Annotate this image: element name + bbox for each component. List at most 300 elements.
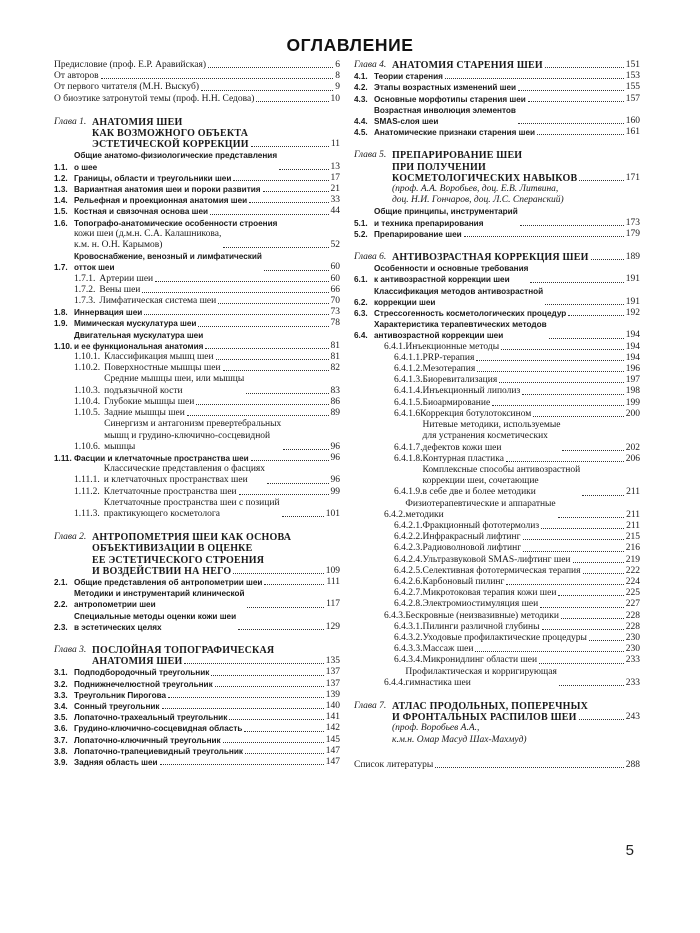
chapter-title: АНАТОМИЯ ШЕИ bbox=[92, 116, 183, 128]
leader-dots bbox=[522, 394, 624, 395]
toc-entry[interactable] bbox=[354, 342, 640, 353]
toc-entry[interactable] bbox=[54, 318, 340, 329]
toc-entry-page: 191 bbox=[625, 274, 640, 285]
leader-dots bbox=[223, 370, 329, 371]
leader-dots bbox=[208, 67, 333, 68]
toc-entry[interactable] bbox=[354, 633, 640, 644]
chapter-authors: (проф. Воробьев А.А., к.м.н. Омар Масуд Шах-Махмуд) bbox=[392, 723, 527, 745]
toc-entry-page: 8 bbox=[335, 71, 340, 82]
toc-entry[interactable] bbox=[54, 498, 340, 520]
toc-entry-page: 161 bbox=[625, 127, 640, 138]
toc-entry[interactable] bbox=[54, 723, 340, 734]
leader-dots bbox=[244, 731, 323, 732]
toc-entry[interactable] bbox=[54, 330, 340, 352]
leader-dots bbox=[239, 494, 329, 495]
toc-entry-page: 52 bbox=[330, 240, 340, 251]
chapter-title: АНАТОМИЯ СТАРЕНИЯ ШЕИ bbox=[392, 60, 543, 71]
toc-entry[interactable] bbox=[354, 588, 640, 599]
toc-entry[interactable] bbox=[54, 229, 340, 251]
leader-dots bbox=[492, 405, 624, 406]
toc-entry-title: Основные морфотипы старения шеи bbox=[374, 94, 526, 104]
toc-entry-title: Грудино-ключично-сосцевидная область bbox=[74, 724, 243, 734]
toc-entry-title: Микронидлинг области шеи bbox=[422, 655, 538, 666]
toc-entry-page: 10 bbox=[330, 93, 340, 104]
leader-dots bbox=[579, 719, 624, 720]
toc-entry[interactable] bbox=[54, 150, 340, 172]
chapter-label bbox=[54, 555, 92, 566]
toc-entry[interactable] bbox=[54, 611, 340, 633]
toc-entry-page: 198 bbox=[625, 386, 640, 397]
toc-entry-page: 194 bbox=[625, 330, 640, 341]
toc-entry-page: 219 bbox=[625, 554, 640, 565]
toc-entry[interactable] bbox=[354, 353, 640, 364]
toc-entry-number: 6.4.2.2. bbox=[394, 532, 423, 543]
toc-entry[interactable] bbox=[354, 465, 640, 499]
toc-entry[interactable] bbox=[354, 319, 640, 341]
toc-entry[interactable] bbox=[54, 71, 340, 82]
chapter-heading-line[interactable] bbox=[54, 543, 340, 554]
chapter-title: КАК ВОЗМОЖНОГО ОБЪЕКТА bbox=[92, 128, 249, 140]
leader-dots bbox=[187, 415, 329, 416]
chapter-heading-line[interactable] bbox=[354, 150, 640, 161]
toc-entry[interactable] bbox=[354, 543, 640, 554]
leader-dots bbox=[201, 90, 333, 91]
chapter-label bbox=[354, 162, 392, 173]
toc-entry[interactable] bbox=[354, 644, 640, 655]
toc-entry[interactable] bbox=[354, 499, 640, 521]
toc-entry-title: Клетчаточные пространства шеи bbox=[103, 486, 237, 497]
toc-entry-page: 145 bbox=[325, 734, 340, 745]
chapter-heading-line[interactable] bbox=[354, 173, 640, 184]
leader-dots bbox=[223, 742, 324, 743]
toc-entry[interactable] bbox=[54, 408, 340, 419]
toc-entry-number: 6.4.2.3. bbox=[394, 543, 423, 554]
toc-entry-number: 4.4. bbox=[354, 117, 368, 127]
toc-entry[interactable] bbox=[354, 398, 640, 409]
toc-entry[interactable] bbox=[54, 352, 340, 363]
chapter-ch3 bbox=[54, 645, 340, 768]
toc-entry-page: 211 bbox=[626, 509, 640, 520]
toc-entry-page: 233 bbox=[625, 677, 640, 688]
toc-entry-title: Средние мышцы шеи, или мышцы подъязычной кости bbox=[104, 374, 245, 396]
chapter-heading-line[interactable] bbox=[354, 701, 640, 712]
toc-entry-page: 197 bbox=[625, 375, 640, 386]
chapter-heading-line[interactable] bbox=[54, 645, 340, 656]
chapter-heading-line[interactable] bbox=[54, 566, 340, 577]
toc-entry-page: 86 bbox=[330, 396, 340, 407]
toc-entry[interactable] bbox=[54, 397, 340, 408]
chapter-heading-line[interactable] bbox=[54, 139, 340, 150]
toc-entry[interactable] bbox=[54, 218, 340, 229]
leader-dots bbox=[499, 382, 624, 383]
toc-entry[interactable] bbox=[54, 690, 340, 701]
toc-entry-page: 216 bbox=[625, 543, 640, 554]
leader-dots bbox=[251, 146, 329, 147]
toc-entry-number: 6.4.1.2. bbox=[394, 364, 423, 375]
toc-entry-title: Сонный треугольник bbox=[74, 701, 160, 711]
toc-entry-number: 4.5. bbox=[354, 128, 368, 138]
toc-entry[interactable] bbox=[54, 374, 340, 396]
toc-entry-number: 6.1. bbox=[354, 275, 368, 285]
toc-entry-page: 202 bbox=[625, 442, 640, 453]
chapter-label: Глава 7. bbox=[354, 700, 387, 711]
toc-entry-number: 2.3. bbox=[54, 622, 68, 632]
toc-entry[interactable] bbox=[54, 195, 340, 206]
toc-entry-page: 82 bbox=[330, 363, 340, 374]
chapter-title: ПРЕПАРИРОВАНИЕ ШЕИ bbox=[392, 150, 523, 162]
leader-dots bbox=[218, 303, 328, 304]
toc-entry[interactable] bbox=[354, 454, 640, 465]
toc-entry-page: 33 bbox=[330, 195, 340, 206]
leader-dots bbox=[533, 416, 623, 417]
toc-entry[interactable] bbox=[54, 94, 340, 105]
leader-dots bbox=[267, 483, 328, 484]
toc-entry[interactable] bbox=[354, 127, 640, 138]
leader-dots bbox=[558, 595, 623, 596]
toc-entry-title: Подподбородочный треугольник bbox=[74, 668, 210, 678]
leader-dots bbox=[198, 326, 328, 327]
toc-entry-number: 1.8. bbox=[54, 308, 68, 318]
toc-entry-number: 6.4.2.5. bbox=[394, 565, 423, 576]
chapter-heading-line[interactable] bbox=[354, 252, 640, 263]
chapter-title: КОСМЕТОЛОГИЧЕСКИХ НАВЫКОВ bbox=[392, 172, 578, 184]
toc-entry[interactable] bbox=[54, 296, 340, 307]
toc-entry[interactable] bbox=[54, 757, 340, 768]
toc-entry-title: Общие принципы, инструментарий и техника препарирования bbox=[374, 207, 518, 228]
toc-entry[interactable] bbox=[354, 409, 640, 420]
toc-entry[interactable] bbox=[54, 274, 340, 285]
leader-dots bbox=[205, 348, 328, 349]
toc-entry-page: 155 bbox=[625, 82, 640, 93]
chapter-title: ЕЕ ЭСТЕТИЧЕСКОГО СТРОЕНИЯ bbox=[92, 554, 265, 566]
leader-dots bbox=[523, 551, 624, 552]
toc-entry[interactable] bbox=[54, 206, 340, 217]
toc-entry[interactable] bbox=[354, 263, 640, 285]
toc-entry-number: 3.8. bbox=[54, 746, 68, 756]
toc-entry-title: Иннервация шеи bbox=[74, 308, 143, 318]
toc-entry[interactable] bbox=[354, 420, 640, 454]
chapter-page: 151 bbox=[625, 60, 640, 70]
toc-entry[interactable] bbox=[54, 251, 340, 273]
toc-entry[interactable] bbox=[54, 82, 340, 93]
page-number: 5 bbox=[625, 842, 634, 859]
toc-entry-page: 147 bbox=[325, 756, 340, 767]
toc-entry-page: 230 bbox=[625, 632, 640, 643]
toc-entry[interactable] bbox=[354, 364, 640, 375]
chapter-heading-line[interactable] bbox=[354, 162, 640, 173]
toc-entry[interactable] bbox=[54, 307, 340, 318]
toc-entry[interactable] bbox=[54, 746, 340, 757]
toc-entry-title: Биоревитализация bbox=[422, 375, 498, 386]
toc-entry-number: 1.10.5. bbox=[74, 408, 101, 419]
chapter-ch6 bbox=[354, 252, 640, 689]
chapter-label: Глава 6. bbox=[354, 252, 387, 263]
toc-entry-number: 1.3. bbox=[54, 185, 68, 195]
leader-dots bbox=[264, 270, 329, 271]
toc-entry-number: 6.4.3.1. bbox=[394, 621, 423, 632]
leader-dots bbox=[245, 753, 324, 754]
chapter-title: АНТРОПОМЕТРИЯ ШЕИ КАК ОСНОВА bbox=[92, 532, 292, 544]
toc-entry-page: 179 bbox=[625, 228, 640, 239]
chapter-title: И ФРОНТАЛЬНЫХ РАСПИЛОВ ШЕИ bbox=[392, 712, 577, 724]
toc-entry-number: 6.4.1.8. bbox=[394, 453, 423, 464]
leader-dots bbox=[528, 101, 624, 102]
toc-entry-number: 4.1. bbox=[354, 72, 368, 82]
toc-entry-title: Фракционный фототермолиз bbox=[422, 520, 540, 531]
toc-entry-title: Артерии шеи bbox=[99, 273, 154, 284]
toc-entry-title: Поднижнечелюстной треугольник bbox=[74, 679, 213, 689]
leader-dots bbox=[561, 618, 624, 619]
leader-dots bbox=[476, 360, 623, 361]
toc-entry[interactable] bbox=[54, 735, 340, 746]
toc-entry-number: 1.4. bbox=[54, 196, 68, 206]
toc-entry[interactable] bbox=[354, 375, 640, 386]
toc-entry-page: 137 bbox=[325, 678, 340, 689]
chapter-heading-line[interactable] bbox=[54, 128, 340, 139]
toc-entry[interactable] bbox=[354, 386, 640, 397]
toc-entry[interactable] bbox=[354, 599, 640, 610]
toc-left-column bbox=[54, 60, 340, 780]
chapter-ch2 bbox=[54, 532, 340, 633]
toc-entry-number: 5.2. bbox=[354, 229, 368, 239]
toc-entry-title: Синергизм и антагонизм превертебральных мышц и грудино-ключично-сосцевидной мышцы bbox=[104, 419, 282, 452]
toc-entry[interactable] bbox=[54, 487, 340, 498]
toc-entry-number: 6.4.3.3. bbox=[394, 644, 423, 655]
toc-entry[interactable] bbox=[354, 105, 640, 127]
toc-entry-number: 1.9. bbox=[54, 319, 68, 329]
chapter-title: АНТИВОЗРАСТНАЯ КОРРЕКЦИЯ ШЕИ bbox=[392, 252, 589, 264]
toc-entry-page: 200 bbox=[625, 408, 640, 419]
toc-entry-number: 6.4.3.4. bbox=[394, 655, 423, 666]
toc-entry-page: 73 bbox=[330, 307, 340, 318]
chapter-ch5 bbox=[354, 150, 640, 240]
toc-entry[interactable] bbox=[354, 555, 640, 566]
toc-entry-title: Карбоновый пилинг bbox=[422, 576, 505, 587]
toc-entry-number: 6.4.3.2. bbox=[394, 632, 423, 643]
toc-entry[interactable] bbox=[54, 60, 340, 71]
toc-entry[interactable] bbox=[54, 173, 340, 184]
leader-dots bbox=[162, 708, 324, 709]
toc-entry-number: 3.7. bbox=[54, 735, 68, 745]
chapter-title: ОБЪЕКТИВИЗАЦИИ В ОЦЕНКЕ bbox=[92, 543, 253, 555]
toc-entry-page: 288 bbox=[625, 759, 640, 770]
leader-dots bbox=[211, 675, 323, 676]
toc-entry-number: 6.4.1.7. bbox=[394, 442, 423, 453]
toc-entry-title: Специальные методы оценки кожи шеи в эстетических целях bbox=[74, 611, 237, 632]
toc-entry[interactable] bbox=[54, 712, 340, 723]
toc-entry[interactable] bbox=[54, 679, 340, 690]
toc-entry-number: 6.4.3. bbox=[384, 610, 406, 621]
toc-entry-title: Препарирование шеи bbox=[374, 229, 462, 239]
toc-entry-title: Уходовые профилактические процедуры bbox=[422, 632, 587, 643]
chapter-heading-line[interactable] bbox=[54, 656, 340, 667]
toc-entry-page: 44 bbox=[330, 206, 340, 217]
toc-entry-title: Классификация методов антивозрастной коррекции шеи bbox=[374, 286, 544, 307]
chapter-ch4 bbox=[354, 60, 640, 138]
leader-dots bbox=[251, 460, 329, 461]
toc-entry-number: 6.4.1.9. bbox=[394, 487, 423, 498]
toc-entry-number: 1.6. bbox=[54, 218, 68, 228]
toc-entry-number: 4.3. bbox=[354, 94, 368, 104]
toc-entry-page: 160 bbox=[625, 116, 640, 127]
toc-entry-title: Инъекционный липолиз bbox=[422, 386, 521, 397]
toc-entry-title: Двигательная мускулатура шеи и ее функциональная анатомия bbox=[74, 330, 204, 351]
toc-entry-title: Мезотерапия bbox=[422, 364, 476, 375]
toc-entry-number: 2.2. bbox=[54, 600, 68, 610]
toc-entry-page: 222 bbox=[625, 565, 640, 576]
toc-entry[interactable] bbox=[354, 566, 640, 577]
leader-dots bbox=[445, 78, 624, 79]
toc-entry-title: Задняя область шеи bbox=[74, 757, 158, 767]
toc-entry[interactable] bbox=[354, 667, 640, 689]
chapter-title: АТЛАС ПРОДОЛЬНЫХ, ПОПЕРЕЧНЫХ bbox=[392, 700, 589, 712]
toc-entry-page: 96 bbox=[330, 452, 340, 463]
toc-entry[interactable] bbox=[354, 229, 640, 240]
toc-entry-page: 83 bbox=[330, 385, 340, 396]
toc-entry-number: 3.3. bbox=[54, 690, 68, 700]
toc-entry-number: 1.7.3. bbox=[74, 296, 96, 307]
toc-entry[interactable] bbox=[354, 71, 640, 82]
leader-dots bbox=[247, 607, 325, 608]
leader-dots bbox=[475, 651, 623, 652]
leader-dots bbox=[283, 449, 328, 450]
toc-entry-number: 1.11.2. bbox=[74, 486, 100, 497]
toc-entry[interactable] bbox=[54, 701, 340, 712]
chapter-page: 109 bbox=[325, 565, 340, 576]
toc-entry[interactable] bbox=[354, 521, 640, 532]
toc-entry[interactable] bbox=[354, 206, 640, 228]
toc-entry[interactable] bbox=[54, 419, 340, 453]
toc-entry-page: 194 bbox=[625, 341, 640, 352]
toc-entry-page: 6 bbox=[335, 60, 340, 70]
toc-entry[interactable] bbox=[54, 464, 340, 486]
leader-dots bbox=[541, 528, 624, 529]
toc-entry[interactable] bbox=[354, 286, 640, 308]
leader-dots bbox=[223, 247, 328, 248]
toc-entry-title: Кровоснабжение, венозный и лимфатический отток шеи bbox=[74, 252, 262, 273]
toc-entry-page: 111 bbox=[326, 576, 340, 587]
toc-entry[interactable] bbox=[354, 94, 640, 105]
toc-entry-page: 137 bbox=[325, 667, 340, 678]
toc-entry-number: 3.4. bbox=[54, 701, 68, 711]
toc-entry-page: 140 bbox=[325, 700, 340, 711]
toc-entry[interactable] bbox=[354, 611, 640, 622]
leader-dots bbox=[196, 404, 328, 405]
toc-entry[interactable] bbox=[354, 82, 640, 93]
toc-entry-number: 3.2. bbox=[54, 679, 68, 689]
chapter-title: ЭСТЕТИЧЕСКОЙ КОРРЕКЦИИ bbox=[92, 139, 249, 151]
toc-entry-title: Вены шеи bbox=[99, 284, 141, 295]
toc-entry-title: Фасции и клетчаточные пространства шеи bbox=[74, 453, 249, 463]
toc-entry-number: 4.2. bbox=[354, 83, 368, 93]
preface-list bbox=[54, 60, 340, 105]
toc-entry[interactable] bbox=[54, 453, 340, 464]
toc-entry-title: Предисловие (проф. Е.Р. Аравийская) bbox=[54, 60, 207, 70]
references bbox=[354, 760, 640, 771]
toc-entry[interactable] bbox=[354, 760, 640, 771]
toc-entry-page: 142 bbox=[325, 723, 340, 734]
toc-entry-page: 9 bbox=[335, 82, 340, 93]
leader-dots bbox=[155, 281, 328, 282]
toc-entry-page: 191 bbox=[625, 296, 640, 307]
toc-entry[interactable] bbox=[54, 577, 340, 588]
toc-entry-title: Лимфатическая система шеи bbox=[99, 296, 217, 307]
toc-entry-number: 1.2. bbox=[54, 173, 68, 183]
chapter-heading-line[interactable] bbox=[54, 555, 340, 566]
toc-entry[interactable] bbox=[354, 308, 640, 319]
toc-entry[interactable] bbox=[54, 667, 340, 678]
toc-entry-page: 60 bbox=[330, 262, 340, 273]
toc-entry[interactable] bbox=[54, 588, 340, 610]
chapter-heading-line[interactable] bbox=[54, 117, 340, 128]
toc-entry-page: 196 bbox=[625, 364, 640, 375]
toc-entry[interactable] bbox=[354, 655, 640, 666]
chapter-authors: (проф. А.А. Воробьев, доц. Е.В. Литвина, доц. Н.И. Гончаров, доц. Л.С. Сперанский) bbox=[392, 184, 564, 206]
toc-entry-page: 81 bbox=[330, 352, 340, 363]
toc-entry-title: О биоэтике затронутой темы (проф. Н.Н. Седова) bbox=[54, 93, 255, 104]
leader-dots bbox=[559, 685, 624, 686]
toc-entry-page: 21 bbox=[330, 184, 340, 195]
toc-entry-title: Массаж шеи bbox=[422, 644, 474, 655]
toc-entry-page: 173 bbox=[625, 217, 640, 228]
toc-entry-number: 1.1. bbox=[54, 162, 68, 172]
leader-dots bbox=[582, 495, 624, 496]
toc-entry-title: Бескровные (неизвазивные) методики bbox=[405, 610, 559, 621]
chapter-heading-line[interactable] bbox=[54, 532, 340, 543]
toc-entry-number: 2.1. bbox=[54, 577, 68, 587]
toc-entry[interactable] bbox=[354, 622, 640, 633]
toc-entry[interactable] bbox=[54, 184, 340, 195]
toc-entry-number: 1.10.2. bbox=[74, 363, 101, 374]
chapter-heading-line[interactable] bbox=[354, 60, 640, 71]
leader-dots bbox=[506, 461, 624, 462]
chapter-heading-line[interactable] bbox=[354, 712, 640, 723]
toc-entry-page: 96 bbox=[330, 441, 340, 452]
toc-entry[interactable] bbox=[354, 532, 640, 543]
toc-entry-page: 78 bbox=[330, 318, 340, 329]
toc-entry[interactable] bbox=[54, 363, 340, 374]
toc-entry-title: Мимическая мускулатура шеи bbox=[74, 319, 197, 329]
toc-entry-title: Инъекционные методы bbox=[405, 341, 500, 352]
toc-entry-number: 6.4.1.5. bbox=[394, 397, 423, 408]
toc-entry-number: 6.3. bbox=[354, 309, 368, 319]
leader-dots bbox=[591, 259, 624, 260]
toc-entry-title: Костная и связочная основа шеи bbox=[74, 207, 209, 217]
toc-entry[interactable] bbox=[354, 577, 640, 588]
toc-entry-title: Лопаточно-ключичный треугольник bbox=[74, 735, 221, 745]
chapter-label: Глава 5. bbox=[354, 150, 387, 161]
toc-entry-title: Поверхностные мышцы шеи bbox=[104, 363, 221, 374]
toc-entry-number: 6.4.1.1. bbox=[394, 352, 423, 363]
chapter-page: 243 bbox=[625, 712, 640, 723]
toc-entry-number: 6.4.2.1. bbox=[394, 520, 423, 531]
toc-entry-page: 233 bbox=[625, 655, 640, 666]
toc-entry-page: 141 bbox=[325, 712, 340, 723]
toc-entry-title: Ультразвуковой SMAS-лифтинг шеи bbox=[422, 554, 571, 565]
toc-entry[interactable] bbox=[54, 285, 340, 296]
leader-dots bbox=[568, 315, 623, 316]
toc-entry-number: 1.10. bbox=[54, 341, 73, 351]
toc-entry-page: 96 bbox=[330, 475, 340, 486]
leader-dots bbox=[249, 202, 328, 203]
toc-entry-number: 1.7.2. bbox=[74, 284, 96, 295]
leader-dots bbox=[184, 663, 323, 664]
toc-entry-number: 3.6. bbox=[54, 724, 68, 734]
toc-entry-page: 192 bbox=[625, 308, 640, 319]
leader-dots bbox=[215, 686, 324, 687]
toc-entry-number: 1.10.3. bbox=[74, 385, 101, 396]
toc-entry-number: 6.2. bbox=[354, 297, 368, 307]
